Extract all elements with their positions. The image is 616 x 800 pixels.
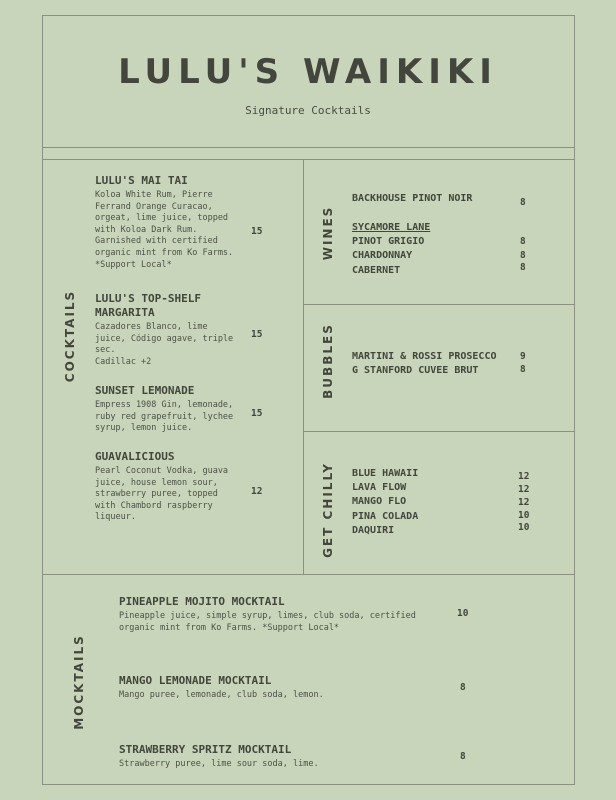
wine-price: 8 xyxy=(520,197,526,208)
item-price: 15 xyxy=(251,408,263,419)
chilly-name: LAVA FLOW xyxy=(352,482,407,493)
divider-header-top xyxy=(42,147,575,148)
menu-item-strawberry-spritz xyxy=(119,743,439,771)
bubbles-price: 9 xyxy=(520,351,526,362)
menu-item-margarita xyxy=(95,292,241,368)
chilly-name: MANGO FLO xyxy=(352,496,407,507)
divider-mocktails xyxy=(42,574,575,575)
menu-item-sunset-lemonade xyxy=(95,384,241,435)
item-price: 10 xyxy=(457,608,469,619)
wine-price: 8 xyxy=(520,262,526,273)
item-description: Pineapple juice, simple syrup, limes, club soda, certified organic mint from Ko Farms. *Support Local* xyxy=(119,611,416,633)
item-price: 15 xyxy=(251,329,263,340)
item-name: MANGO LEMONADE MOCKTAIL xyxy=(119,674,272,687)
item-description: Mango puree, lemonade, club soda, lemon. xyxy=(119,690,324,700)
section-label-cocktails: COCKTAILS xyxy=(63,289,77,383)
page-subtitle: Signature Cocktails xyxy=(245,104,371,117)
chilly-price: 12 xyxy=(518,471,530,482)
chilly-name: DAQUIRI xyxy=(352,525,395,536)
item-name: GUAVALICIOUS xyxy=(95,450,175,463)
item-description: Cazadores Blanco, lime juice, Código agave, triple sec. xyxy=(95,322,234,356)
item-price: 12 xyxy=(251,486,263,497)
item-description: Empress 1908 Gin, lemonade, ruby red grapefruit, lychee syrup, lemon juice. xyxy=(95,400,234,434)
chilly-price: 12 xyxy=(518,497,530,508)
wine-name: CHARDONNAY xyxy=(352,250,413,261)
item-name: STRAWBERRY SPRITZ MOCKTAIL xyxy=(119,743,292,756)
menu-item-mai-tai xyxy=(95,174,241,271)
page-title: LULU'S WAIKIKI xyxy=(118,52,498,92)
section-label-get-chilly: GET CHILLY xyxy=(321,462,335,558)
item-name: LULU'S TOP-SHELF MARGARITA xyxy=(95,292,201,319)
item-description: Pearl Coconut Vodka, guava juice, house lemon sour, strawberry puree, topped with Chambord raspberry liqueur. xyxy=(95,466,229,523)
wine-name: CABERNET xyxy=(352,265,401,276)
divider-header-bottom xyxy=(42,159,575,160)
wine-group-title: SYCAMORE LANE xyxy=(352,222,431,233)
item-description: Koloa White Rum, Pierre Ferrand Orange Curacao, orgeat, lime juice, topped with Koloa Dark Rum. Garnished with certified organic mint from Ko Farms. *Support Local* xyxy=(95,190,234,270)
item-extra: Cadillac +2 xyxy=(95,356,152,367)
divider-bubbles-chilly xyxy=(303,431,575,432)
chilly-price: 12 xyxy=(518,484,530,495)
item-price: 15 xyxy=(251,226,263,237)
menu-item-pineapple-mojito xyxy=(119,595,439,634)
bubbles-price: 8 xyxy=(520,364,526,375)
wine-price: 8 xyxy=(520,236,526,247)
wine-name: BACKHOUSE PINOT NOIR xyxy=(352,193,473,204)
menu-item-guavalicious xyxy=(95,450,241,524)
chilly-price: 10 xyxy=(518,522,530,533)
chilly-name: BLUE HAWAII xyxy=(352,468,419,479)
chilly-name: PINA COLADA xyxy=(352,511,419,522)
item-price: 8 xyxy=(460,682,466,693)
chilly-price: 10 xyxy=(518,510,530,521)
wine-price: 8 xyxy=(520,250,526,261)
item-name: LULU'S MAI TAI xyxy=(95,174,188,187)
divider-wines-bubbles xyxy=(303,304,575,305)
item-name: PINEAPPLE MOJITO MOCKTAIL xyxy=(119,595,285,608)
section-label-mocktails: MOCKTAILS xyxy=(72,634,86,730)
item-description: Strawberry puree, lime sour soda, lime. xyxy=(119,759,319,769)
item-name: SUNSET LEMONADE xyxy=(95,384,195,397)
wine-name: PINOT GRIGIO xyxy=(352,236,425,247)
menu-item-mango-lemonade xyxy=(119,674,439,702)
item-price: 8 xyxy=(460,751,466,762)
section-label-bubbles: BUBBLES xyxy=(321,323,335,399)
section-label-wines: WINES xyxy=(321,205,335,261)
bubbles-name: G STANFORD CUVEE BRUT xyxy=(352,365,479,376)
divider-vertical xyxy=(303,159,304,574)
bubbles-name: MARTINI & ROSSI PROSECCO xyxy=(352,351,497,362)
